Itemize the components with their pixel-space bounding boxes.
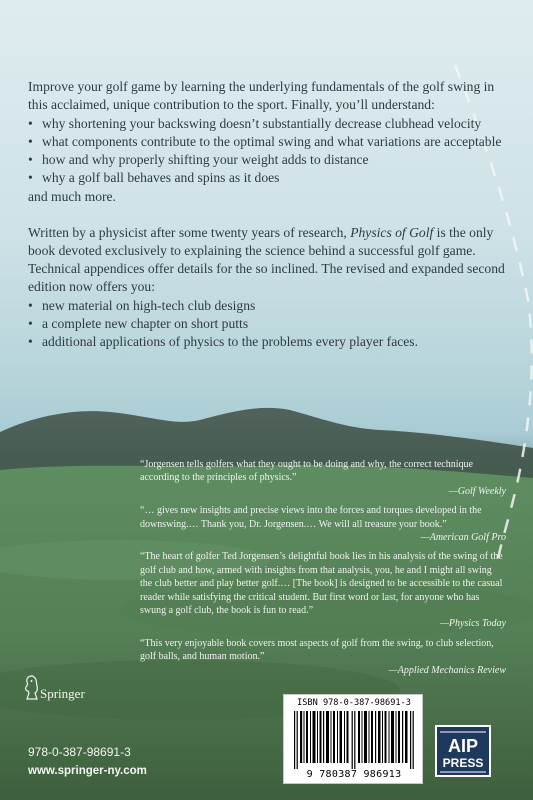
review-quote: “Jorgensen tells golfers what they ought to be doing and why, the correct technique according to the principles of physics.” —Golf Weekly (140, 459, 506, 497)
edition-features-list (28, 297, 508, 351)
quote-source: —Applied Mechanics Review (388, 664, 506, 676)
list-item: • why a golf ball behaves and spins as it does (28, 169, 508, 187)
springer-knight-icon (24, 675, 40, 701)
list-item: • additional applications of physics to the problems every player faces. (28, 333, 508, 351)
list-item: • what components contribute to the optimal swing and what variations are acceptable (28, 133, 508, 151)
quote-source: —Physics Today (439, 618, 506, 630)
aip-press-logo (432, 722, 494, 780)
aip-line2: PRESS (442, 756, 484, 770)
list-item: • why shortening your backswing doesn’t substantially decrease clubhead velocity (28, 115, 508, 133)
barcode-bars (290, 711, 418, 769)
review-quote: “The heart of golfer Ted Jorgensen’s delightful book lies in his analysis of the swing of the golf club and how, armed with insights from that analysis, you, he and I might all swing the club better and play better golf.… [The book] is designed to be accessible to the casual reader while satisfying the critical student. But first word or last, for anyone who has swung a golf club, the book is fun to read.” —Physics Today (140, 551, 506, 630)
review-quotes (140, 458, 506, 683)
aip-line1: AIP (447, 736, 479, 756)
quote-source: —Golf Weekly (448, 485, 506, 497)
publisher-name: Springer (40, 686, 85, 701)
review-quote: “This very enjoyable book covers most aspects of golf from the swing, to club selection, golf balls, and human motion.” —Applied Mechanics Review (140, 637, 506, 676)
blurb-closing: and much more. (28, 189, 116, 204)
blurb-intro: Improve your golf game by learning the underlying fundamentals of the golf swing in this acclaimed, unique contribution to the sport. Finally, you’ll understand: (28, 79, 495, 112)
blurb-description: Written by a physicist after some twenty years of research, Physics of Golf is the only book devoted exclusively to explaining the science behind a successful golf game. Technical appendices offer details for the so inclined. The revised and expanded second edition now offers you: (28, 225, 505, 294)
publisher-url: www.springer-ny.com (28, 765, 147, 777)
list-item: • how and why properly shifting your weight adds to distance (28, 151, 508, 169)
barcode-digits: 9 780387 986913 (306, 769, 402, 780)
benefits-list (28, 115, 508, 187)
isbn-barcode (283, 694, 423, 784)
list-item: • a complete new chapter on short putts (28, 315, 508, 333)
list-item: • new material on high-tech club designs (28, 297, 508, 315)
isbn-number: 978-0-387-98691-3 (28, 745, 131, 759)
review-quote: “… gives new insights and precise views into the forces and torques developed in the downswing.… Thank you, Dr. Jorgensen.… We will all treasure your book.” —American Golf Pro (140, 505, 506, 544)
quote-source: —American Golf Pro (420, 532, 506, 544)
barcode-isbn-label: ISBN 978-0-387-98691-3 (297, 698, 411, 708)
back-cover-blurb (28, 78, 508, 352)
book-title: Physics of Golf (350, 225, 434, 240)
